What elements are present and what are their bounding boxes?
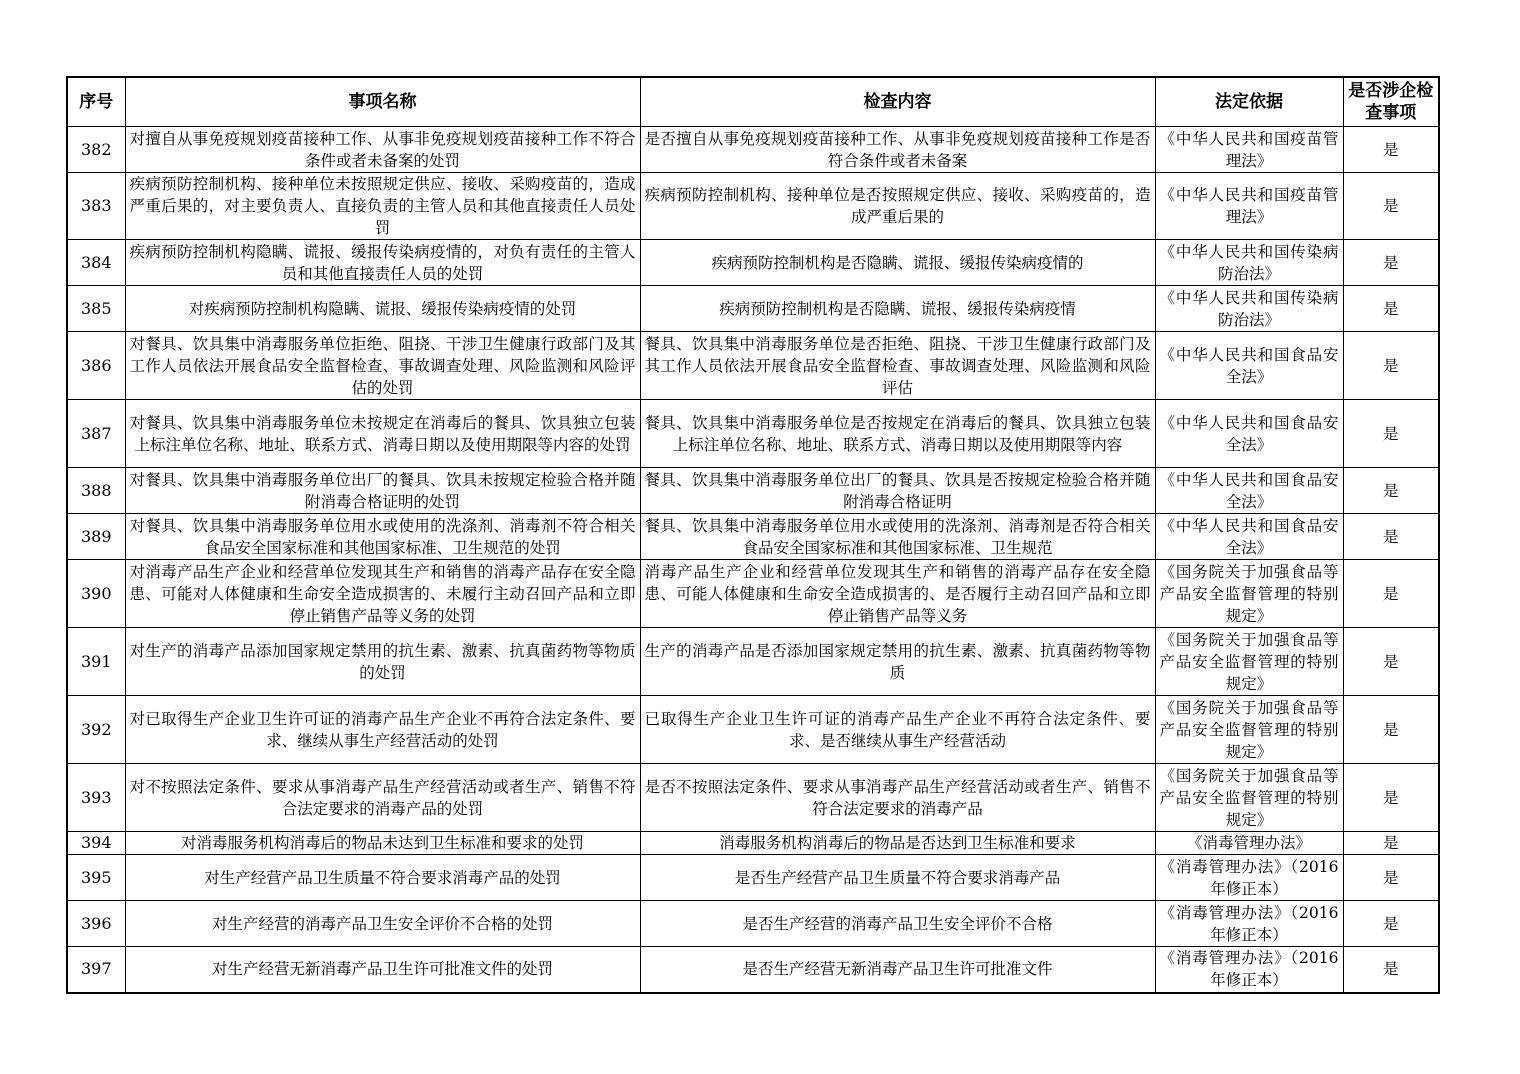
cell-enterprise-inspection-flag: 是 [1343,764,1439,832]
cell-inspection-content: 生产的消毒产品是否添加国家规定禁用的抗生素、激素、抗真菌药物等物质 [640,628,1155,696]
table-row [67,127,1439,173]
cell-item-name: 对餐具、饮具集中消毒服务单位用水或使用的洗涤剂、消毒剂不符合相关食品安全国家标准和其他国家标准、卫生规范的处罚 [125,514,640,560]
cell-enterprise-inspection-flag: 是 [1343,127,1439,173]
header-legal-basis: 法定依据 [1155,77,1343,127]
table-row [67,400,1439,468]
cell-legal-basis: 《中华人民共和国食品安全法》 [1155,400,1343,468]
cell-legal-basis: 《中华人民共和国食品安全法》 [1155,514,1343,560]
cell-inspection-content: 餐具、饮具集中消毒服务单位用水或使用的洗涤剂、消毒剂是否符合相关食品安全国家标准和其他国家标准、卫生规范 [640,514,1155,560]
cell-legal-basis: 《消毒管理办法》（2016年修正本） [1155,855,1343,901]
cell-legal-basis: 《中华人民共和国传染病防治法》 [1155,286,1343,332]
cell-legal-basis: 《消毒管理办法》（2016年修正本） [1155,947,1343,993]
cell-serial-number: 385 [67,286,125,332]
table-row [67,173,1439,240]
cell-enterprise-inspection-flag: 是 [1343,560,1439,628]
cell-legal-basis: 《消毒管理办法》（2016年修正本） [1155,901,1343,947]
cell-inspection-content: 是否生产经营的消毒产品卫生安全评价不合格 [640,901,1155,947]
table-row [67,560,1439,628]
cell-inspection-content: 是否生产经营无新消毒产品卫生许可批准文件 [640,947,1155,993]
cell-legal-basis: 《国务院关于加强食品等产品安全监督管理的特别规定》 [1155,628,1343,696]
table-row [67,901,1439,947]
cell-serial-number: 386 [67,332,125,400]
cell-serial-number: 392 [67,696,125,764]
cell-enterprise-inspection-flag: 是 [1343,832,1439,855]
table-row [67,286,1439,332]
cell-enterprise-inspection-flag: 是 [1343,286,1439,332]
table-row [67,832,1439,855]
table-body [67,127,1439,993]
cell-legal-basis: 《消毒管理办法》 [1155,832,1343,855]
cell-item-name: 对擅自从事免疫规划疫苗接种工作、从事非免疫规划疫苗接种工作不符合条件或者未备案的处罚 [125,127,640,173]
cell-enterprise-inspection-flag: 是 [1343,855,1439,901]
cell-inspection-content: 是否生产经营产品卫生质量不符合要求消毒产品 [640,855,1155,901]
cell-inspection-content: 消毒产品生产企业和经营单位发现其生产和销售的消毒产品存在安全隐患、可能人体健康和生命安全造成损害的、是否履行主动召回产品和立即停止销售产品等义务 [640,560,1155,628]
cell-serial-number: 388 [67,468,125,514]
cell-item-name: 对消毒服务机构消毒后的物品未达到卫生标准和要求的处罚 [125,832,640,855]
table-header-row [67,77,1439,127]
cell-item-name: 疾病预防控制机构隐瞒、谎报、缓报传染病疫情的，对负有责任的主管人员和其他直接责任人员的处罚 [125,240,640,286]
cell-inspection-content: 疾病预防控制机构是否隐瞒、谎报、缓报传染病疫情的 [640,240,1155,286]
table-row [67,947,1439,993]
cell-item-name: 对生产经营的消毒产品卫生安全评价不合格的处罚 [125,901,640,947]
cell-legal-basis: 《中华人民共和国疫苗管理法》 [1155,127,1343,173]
cell-serial-number: 383 [67,173,125,240]
cell-item-name: 对疾病预防控制机构隐瞒、谎报、缓报传染病疫情的处罚 [125,286,640,332]
cell-item-name: 对生产的消毒产品添加国家规定禁用的抗生素、激素、抗真菌药物等物质的处罚 [125,628,640,696]
cell-enterprise-inspection-flag: 是 [1343,947,1439,993]
cell-item-name: 对餐具、饮具集中消毒服务单位未按规定在消毒后的餐具、饮具独立包装上标注单位名称、地址、联系方式、消毒日期以及使用期限等内容的处罚 [125,400,640,468]
table-row [67,514,1439,560]
cell-legal-basis: 《国务院关于加强食品等产品安全监督管理的特别规定》 [1155,764,1343,832]
cell-legal-basis: 《中华人民共和国食品安全法》 [1155,332,1343,400]
cell-serial-number: 396 [67,901,125,947]
cell-legal-basis: 《国务院关于加强食品等产品安全监督管理的特别规定》 [1155,696,1343,764]
cell-enterprise-inspection-flag: 是 [1343,173,1439,240]
cell-inspection-content: 餐具、饮具集中消毒服务单位是否按规定在消毒后的餐具、饮具独立包装上标注单位名称、地址、联系方式、消毒日期以及使用期限等内容 [640,400,1155,468]
table-row [67,468,1439,514]
cell-enterprise-inspection-flag: 是 [1343,332,1439,400]
cell-item-name: 对生产经营产品卫生质量不符合要求消毒产品的处罚 [125,855,640,901]
inspection-table-sheet [66,76,1438,994]
cell-enterprise-inspection-flag: 是 [1343,468,1439,514]
table-row [67,855,1439,901]
cell-serial-number: 395 [67,855,125,901]
table-row [67,628,1439,696]
cell-serial-number: 391 [67,628,125,696]
cell-legal-basis: 《中华人民共和国食品安全法》 [1155,468,1343,514]
header-inspection-content: 检查内容 [640,77,1155,127]
table-row [67,332,1439,400]
cell-inspection-content: 疾病预防控制机构、接种单位是否按照规定供应、接收、采购疫苗的，造成严重后果的 [640,173,1155,240]
table-row [67,696,1439,764]
cell-item-name: 对餐具、饮具集中消毒服务单位拒绝、阻挠、干涉卫生健康行政部门及其工作人员依法开展食品安全监督检查、事故调查处理、风险监测和风险评估的处罚 [125,332,640,400]
cell-inspection-content: 已取得生产企业卫生许可证的消毒产品生产企业不再符合法定条件、要求、是否继续从事生产经营活动 [640,696,1155,764]
cell-inspection-content: 餐具、饮具集中消毒服务单位出厂的餐具、饮具是否按规定检验合格并随附消毒合格证明 [640,468,1155,514]
cell-inspection-content: 是否不按照法定条件、要求从事消毒产品生产经营活动或者生产、销售不符合法定要求的消毒产品 [640,764,1155,832]
cell-serial-number: 394 [67,832,125,855]
cell-enterprise-inspection-flag: 是 [1343,696,1439,764]
cell-legal-basis: 《中华人民共和国疫苗管理法》 [1155,173,1343,240]
cell-serial-number: 390 [67,560,125,628]
inspection-items-table [66,76,1440,994]
cell-enterprise-inspection-flag: 是 [1343,400,1439,468]
cell-enterprise-inspection-flag: 是 [1343,901,1439,947]
cell-item-name: 对餐具、饮具集中消毒服务单位出厂的餐具、饮具未按规定检验合格并随附消毒合格证明的处罚 [125,468,640,514]
cell-serial-number: 397 [67,947,125,993]
cell-inspection-content: 餐具、饮具集中消毒服务单位是否拒绝、阻挠、干涉卫生健康行政部门及其工作人员依法开展食品安全监督检查、事故调查处理、风险监测和风险评估 [640,332,1155,400]
cell-enterprise-inspection-flag: 是 [1343,628,1439,696]
cell-item-name: 对已取得生产企业卫生许可证的消毒产品生产企业不再符合法定条件、要求、继续从事生产经营活动的处罚 [125,696,640,764]
cell-inspection-content: 疾病预防控制机构是否隐瞒、谎报、缓报传染病疫情 [640,286,1155,332]
cell-enterprise-inspection-flag: 是 [1343,240,1439,286]
cell-serial-number: 384 [67,240,125,286]
table-row [67,764,1439,832]
header-enterprise-inspection-flag: 是否涉企检查事项 [1343,77,1439,127]
cell-item-name: 对生产经营无新消毒产品卫生许可批准文件的处罚 [125,947,640,993]
cell-serial-number: 393 [67,764,125,832]
table-row [67,240,1439,286]
cell-serial-number: 382 [67,127,125,173]
cell-item-name: 疾病预防控制机构、接种单位未按照规定供应、接收、采购疫苗的，造成严重后果的，对主要负责人、直接负责的主管人员和其他直接责任人员处罚 [125,173,640,240]
cell-enterprise-inspection-flag: 是 [1343,514,1439,560]
cell-item-name: 对不按照法定条件、要求从事消毒产品生产经营活动或者生产、销售不符合法定要求的消毒产品的处罚 [125,764,640,832]
cell-inspection-content: 消毒服务机构消毒后的物品是否达到卫生标准和要求 [640,832,1155,855]
cell-legal-basis: 《国务院关于加强食品等产品安全监督管理的特别规定》 [1155,560,1343,628]
cell-inspection-content: 是否擅自从事免疫规划疫苗接种工作、从事非免疫规划疫苗接种工作是否符合条件或者未备案 [640,127,1155,173]
cell-serial-number: 387 [67,400,125,468]
header-item-name: 事项名称 [125,77,640,127]
cell-legal-basis: 《中华人民共和国传染病防治法》 [1155,240,1343,286]
cell-item-name: 对消毒产品生产企业和经营单位发现其生产和销售的消毒产品存在安全隐患、可能对人体健康和生命安全造成损害的、未履行主动召回产品和立即停止销售产品等义务的处罚 [125,560,640,628]
cell-serial-number: 389 [67,514,125,560]
header-serial-number: 序号 [67,77,125,127]
